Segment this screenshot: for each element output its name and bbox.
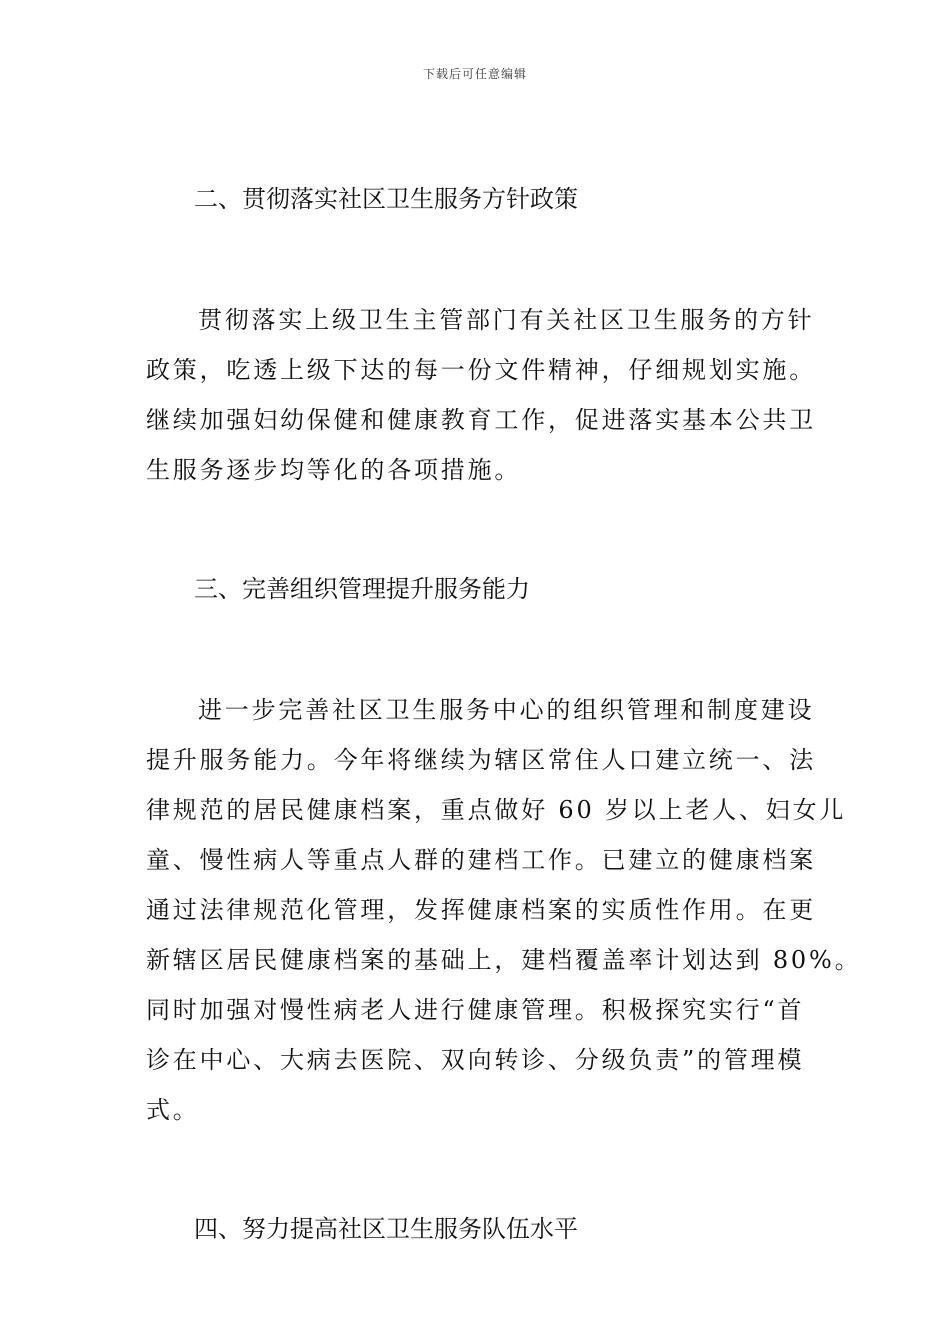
paragraph-line: 进一步完善社区卫生服务中心的组织管理和制度建设: [198, 696, 815, 724]
section-heading: 四、努力提高社区卫生服务队伍水平: [194, 1215, 578, 1243]
page-header: 下载后可任意编辑: [422, 67, 527, 81]
paragraph-line: 继续加强妇幼保健和健康教育工作，促进落实基本公共卫: [146, 406, 816, 434]
paragraph-line: 生服务逐步均等化的各项措施。: [146, 456, 522, 484]
section-heading: 二、贯彻落实社区卫生服务方针政策: [194, 185, 578, 213]
paragraph-line: 政策，吃透上级下达的每一份文件精神，仔细规划实施。: [146, 356, 816, 384]
paragraph-line: 式。: [146, 1096, 200, 1124]
paragraph-line: 童、慢性病人等重点人群的建档工作。已建立的健康档案: [146, 846, 816, 874]
paragraph-line: 新辖区居民健康档案的基础上，建档覆盖率计划达到 80%。: [146, 946, 862, 974]
paragraph-line: 律规范的居民健康档案，重点做好 60 岁以上老人、妇女儿: [146, 796, 847, 824]
paragraph-line: 通过法律规范化管理，发挥健康档案的实质性作用。在更: [146, 896, 816, 924]
paragraph-line: 同时加强对慢性病老人进行健康管理。积极探究实行“首: [146, 996, 805, 1024]
section-paragraph: [146, 685, 862, 1135]
section-paragraph: [146, 295, 816, 495]
document-body: [146, 173, 862, 1255]
paragraph-line: 诊在中心、大病去医院、双向转诊、分级负责”的管理模: [146, 1046, 805, 1074]
section-heading: 三、完善组织管理提升服务能力: [194, 575, 530, 603]
paragraph-line: 贯彻落实上级卫生主管部门有关社区卫生服务的方针: [198, 306, 815, 334]
paragraph-line: 提升服务能力。今年将继续为辖区常住人口建立统一、法: [146, 746, 816, 774]
